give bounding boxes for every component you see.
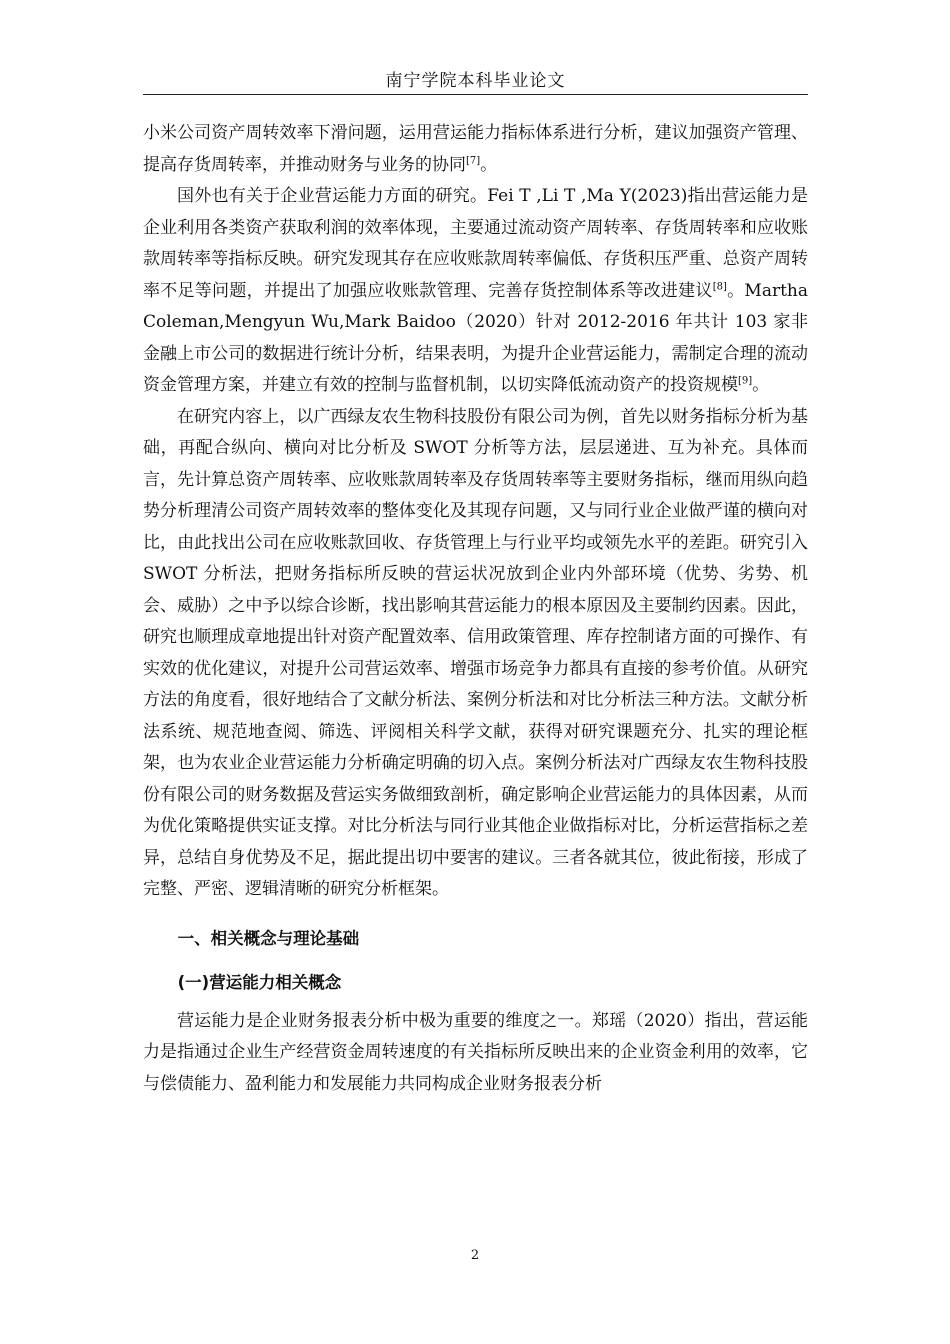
citation: [9] bbox=[738, 375, 753, 387]
header-divider bbox=[143, 94, 808, 95]
section-heading: 一、相关概念与理论基础 bbox=[177, 928, 360, 948]
paragraph-text: 。Martha Coleman,Mengyun Wu,Mark Baidoo（2020）针对 2012-2016 年共计 103 家非金融上市公司的数据进行统计分析，结果表明，为提升企业营运能力，需制定合理的流动资金管理方案，并建立有效的控制与监督机制，以切实降低流动资产的投资规模 bbox=[143, 280, 809, 395]
citation: [7] bbox=[466, 154, 481, 166]
paragraph-foreign-research bbox=[143, 181, 808, 402]
paragraph-continuation bbox=[143, 118, 808, 181]
paragraph-text: 。 bbox=[752, 375, 770, 395]
paragraph-research-content: 在研究内容上，以广西绿友农生物科技股份有限公司为例，首先以财务指标分析为基础，再配合纵向、横向对比分析及 SWOT 分析等方法，层层递进、互为补充。具体而言，先计算总资产周转率、应收账款周转率及存货周转率等主要财务指标，继而用纵向趋势分析理清公司资产周转效率的整体变化及其现存问题，又与同行业企业做严谨的横向对比，由此找出公司在应收账款回收、存货管理上与行业平均或领先水平的差距。研究引入 SWOT 分析法，把财务指标所反映的营运状况放到企业内外部环境（优势、劣势、机会、威胁）之中予以综合诊断，找出影响其营运能力的根本原因及主要制约因素。因此，研究也顺理成章地提出针对资产配置效率、信用政策管理、库存控制诸方面的可操作、有实效的优化建议，对提升公司营运效率、增强市场竞争力都具有直接的参考价值。从研究方法的角度看，很好地结合了文献分析法、案例分析法和对比分析法三种方法。文献分析法系统、规范地查阅、筛选、评阅相关科学文献，获得对研究课题充分、扎实的理论框架，也为农业企业营运能力分析确定明确的切入点。案例分析法对广西绿友农生物科技股份有限公司的财务数据及营运实务做细致剖析，确定影响企业营运能力的具体因素，从而为优化策略提供实证支撑。对比分析法与同行业其他企业做指标对比，分析运营指标之差异，总结自身优势及不足，据此提出切中要害的建议。三者各就其位，彼此衔接，形成了完整、严密、逻辑清晰的研究分析框架。 bbox=[143, 406, 808, 899]
paragraph-operating-capacity: 营运能力是企业财务报表分析中极为重要的维度之一。郑瑶（2020）指出，营运能力是指通过企业生产经营资金周转速度的有关指标所反映出来的企业资金利用的效率，它与偿债能力、盈利能力和发展能力共同构成企业财务报表分析 bbox=[143, 1010, 808, 1094]
page-header-title: 南宁学院本科毕业论文 bbox=[385, 71, 566, 91]
main-body bbox=[143, 118, 808, 1100]
subsection-heading: (一)营运能力相关概念 bbox=[177, 972, 342, 992]
page-number: 2 bbox=[470, 1248, 480, 1263]
paragraph-text: 小米公司资产周转效率下滑问题，运用营运能力指标体系进行分析，建议加强资产管理、提高存货周转率，并推动财务与业务的协同 bbox=[143, 123, 808, 175]
paragraph-text: 。 bbox=[480, 154, 498, 175]
paragraph-text: 国外也有关于企业营运能力方面的研究。Fei T ,Li T ,Ma Y(2023)指出营运能力是企业利用各类资产获取利润的效率体现，主要通过流动资产周转率、存货周转率和应收账款周转率等指标反映。研究发现其存在应收账款周转率偏低、存货积压严重、总资产周转率不足等问题，并提出了加强应收账款管理、完善存货控制体系等改进建议 bbox=[143, 186, 808, 301]
citation: [8] bbox=[712, 280, 727, 292]
